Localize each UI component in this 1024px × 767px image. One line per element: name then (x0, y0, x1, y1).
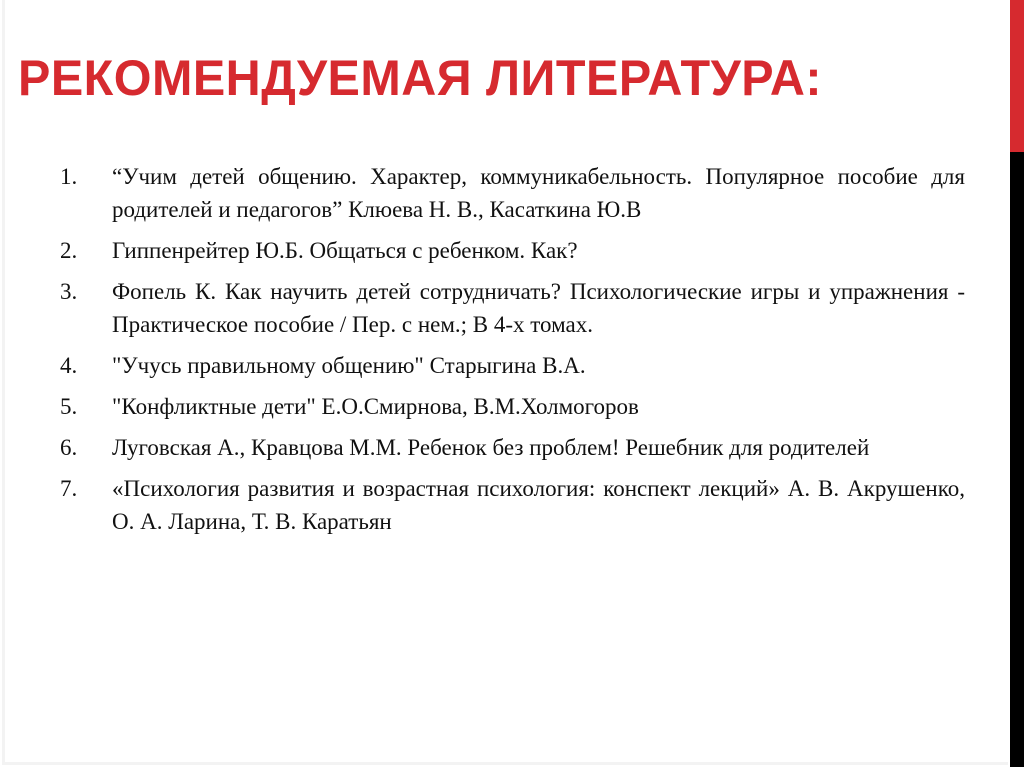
list-item-number: 7. (60, 476, 78, 501)
list-item-text: Фопель К. Как научить детей сотрудничать? Психологические игры и упражнения - Практическое пособие / Пер. с нем.; В 4-х томах. (112, 279, 965, 337)
slide-border-bottom (2, 762, 1008, 765)
list-item-number: 3. (60, 279, 78, 304)
list-item (60, 234, 965, 267)
list-item-number: 4. (60, 353, 78, 378)
list-item (60, 349, 965, 382)
list-item (60, 160, 965, 226)
slide-title: РЕКОМЕНДУЕМАЯ ЛИТЕРАТУРА: (18, 50, 822, 106)
list-item-number: 6. (60, 435, 78, 460)
list-item (60, 472, 965, 538)
list-item-text: «Психология развития и возрастная психология: конспект лекций» А. В. Акрушенко, О. А. Ларина, Т. В. Каратьян (112, 476, 965, 534)
list-item-text: “Учим детей общению. Характер, коммуникабельность. Популярное пособие для родителей и педагогов” Клюева Н. В., Касаткина Ю.В (112, 164, 965, 222)
list-item-text: "Конфликтные дети" Е.О.Смирнова, В.М.Холмогоров (112, 394, 639, 419)
list-item-number: 5. (60, 394, 78, 419)
slide-border-left (2, 0, 5, 764)
list-item-text: Гиппенрейтер Ю.Б. Общаться с ребенком. Как? (112, 238, 578, 263)
accent-bar-red (1010, 0, 1024, 152)
list-item-number: 1. (60, 164, 78, 189)
list-item (60, 275, 965, 341)
reference-list (60, 160, 965, 546)
accent-bar-black (1010, 152, 1024, 767)
list-item-text: Луговская А., Кравцова М.М. Ребенок без проблем! Решебник для родителей (112, 435, 870, 460)
list-item (60, 390, 965, 423)
list-item (60, 431, 965, 464)
list-item-text: "Учусь правильному общению" Старыгина В.А. (112, 353, 586, 378)
list-item-number: 2. (60, 238, 78, 263)
